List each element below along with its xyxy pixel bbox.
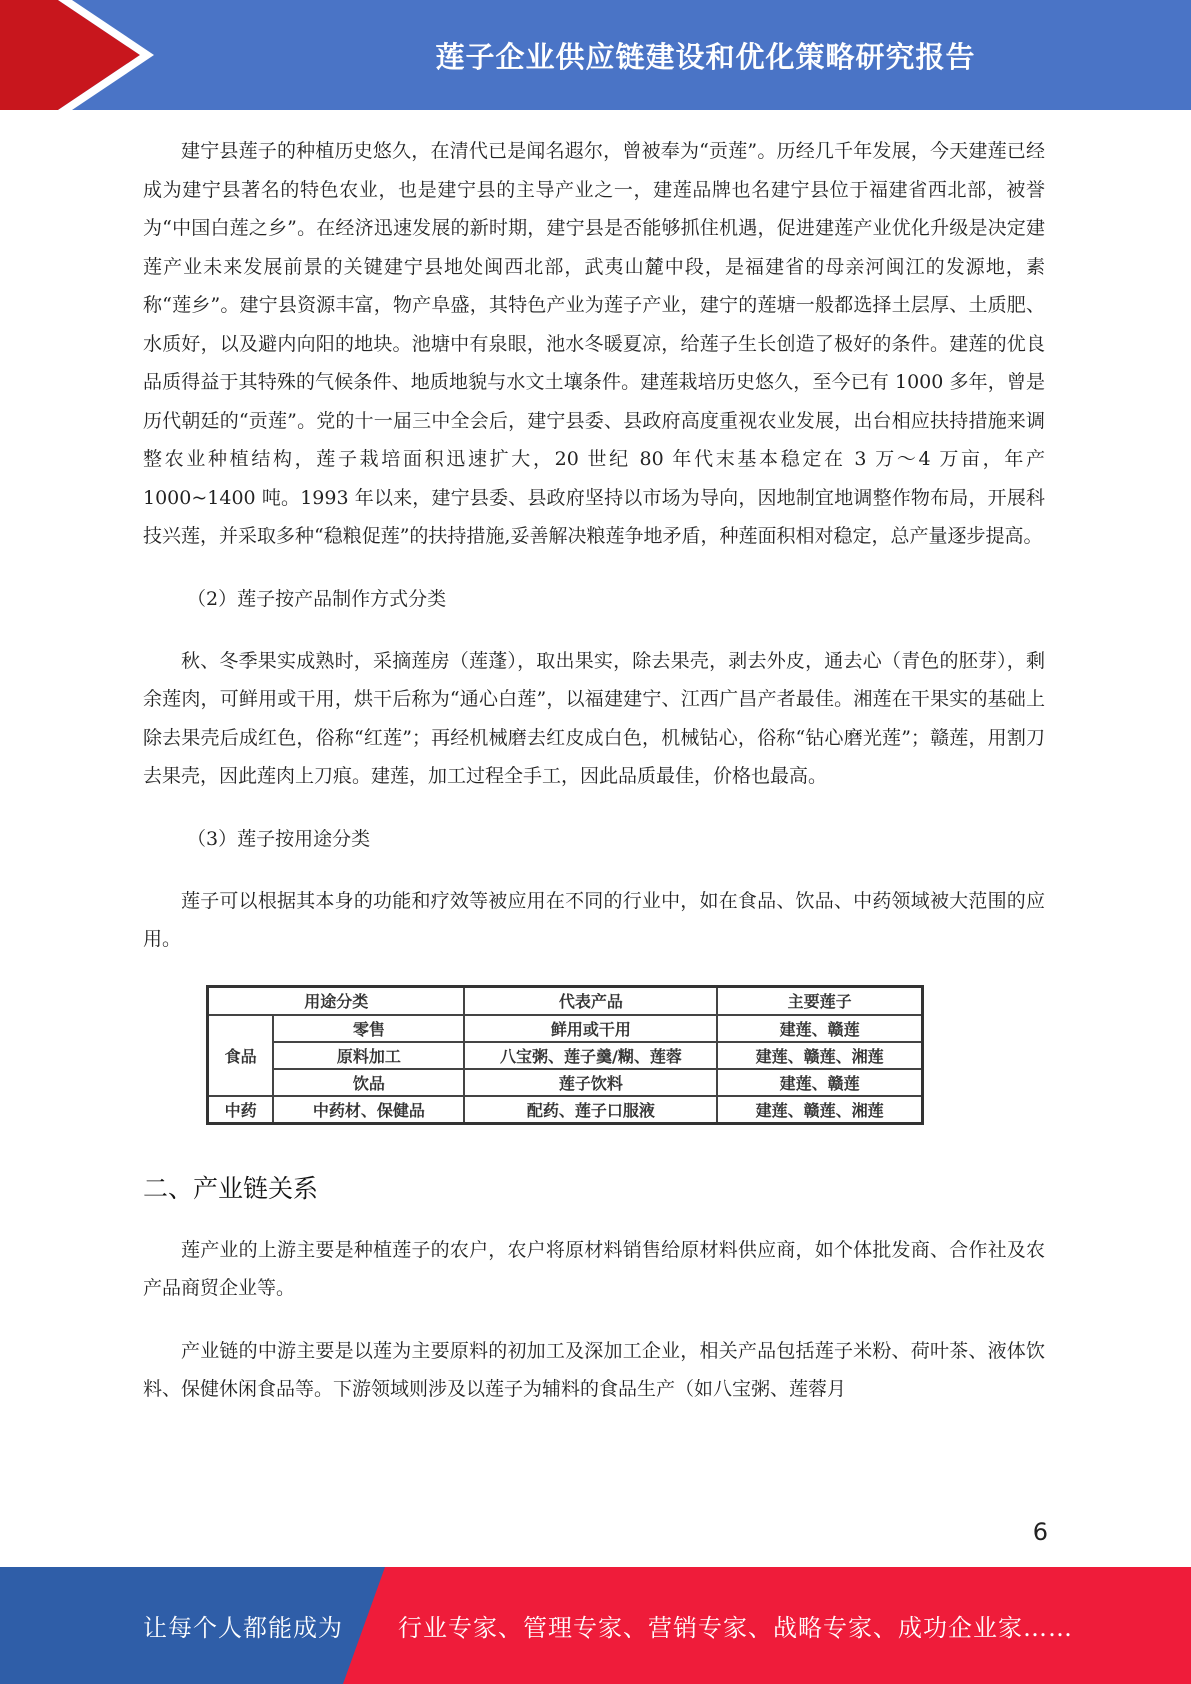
table-header-cell: 代表产品 xyxy=(464,986,717,1015)
subheading-usage: （3）莲子按用途分类 xyxy=(187,827,371,850)
table-group-cell: 食品 xyxy=(208,1015,274,1096)
page-header xyxy=(0,0,1191,110)
table-cell: 建莲、赣莲 xyxy=(717,1015,922,1042)
paragraph-jianning-history: 建宁县莲子的种植历史悠久，在清代已是闻名遐尔，曾被奉为“贡莲”。历经几千年发展，今天建莲已经成为建宁县著名的特色农业，也是建宁县的主导产业之一，建莲品牌也名建宁县位于福建省西北部，被誉为“中国白莲之乡”。在经济迅速发展的新时期，建宁县是否能够抓住机遇，促进建莲产业优化升级是决定建莲产业未来发展前景的关键建宁县地处闽西北部，武夷山麓中段，是福建省的母亲河闽江的发源地，素称“莲乡”。建宁县资源丰富，物产阜盛，其特色产业为莲子产业，建宁的莲塘一般都选择土层厚、土质肥、水质好，以及避内向阳的地块。池塘中有泉眼，池水冬暖夏凉，给莲子生长创造了极好的条件。建莲的优良品质得益于其特殊的气候条件、地质地貌与水文土壤条件。建莲栽培历史悠久，至今已有 1000 多年，曾是历代朝廷的“贡莲”。党的十一届三中全会后，建宁县委、县政府高度重视农业发展，出台相应扶持措施来调整农业种植结构，莲子栽培面积迅速扩大，20 世纪 80 年代末基本稳定在 3 万～4 万亩，年产 1000~1400 吨。1993 年以来，建宁县委、县政府坚持以市场为导向，因地制宜地调整作物布局，开展科技兴莲，并采取多种“稳粮促莲”的扶持措施,妥善解决粮莲争地矛盾，种莲面积相对稳定，总产量逐步提高。 xyxy=(143,140,1045,547)
footer-slogan-left: 让每个人都能成为 xyxy=(143,1614,343,1642)
table-row xyxy=(208,1096,923,1124)
usage-classification-table xyxy=(206,985,924,1125)
table-cell: 原料加工 xyxy=(273,1042,464,1069)
report-title: 莲子企业供应链建设和优化策略研究报告 xyxy=(435,39,976,74)
table-row xyxy=(208,1042,923,1069)
page-body xyxy=(143,132,1045,1409)
page-footer xyxy=(0,1567,1191,1684)
paragraph-upstream: 莲产业的上游主要是种植莲子的农户，农户将原材料销售给原材料供应商，如个体批发商、合作社及农产品商贸企业等。 xyxy=(143,1238,1045,1299)
paragraph-midstream: 产业链的中游主要是以莲为主要原料的初加工及深加工企业，相关产品包括莲子米粉、荷叶茶、液体饮料、保健休闲食品等。下游领域则涉及以莲子为辅料的食品生产（如八宝粥、莲蓉月 xyxy=(143,1339,1045,1400)
table-cell: 建莲、赣莲、湘莲 xyxy=(717,1096,922,1124)
paragraph-production-method: 秋、冬季果实成熟时，采摘莲房（莲蓬），取出果实，除去果壳，剥去外皮，通去心（青色的胚芽），剩余莲肉，可鲜用或干用，烘干后称为“通心白莲”，以福建建宁、江西广昌产者最佳。湘莲在干果实的基础上除去果壳后成红色，俗称“红莲”；再经机械磨去红皮成白色，机械钻心，俗称“钻心磨光莲”；赣莲，用割刀去果壳，因此莲肉上刀痕。建莲，加工过程全手工，因此品质最佳，价格也最高。 xyxy=(143,649,1045,787)
table-group-cell: 中药 xyxy=(208,1096,274,1124)
table-cell: 配药、莲子口服液 xyxy=(464,1096,717,1124)
table-cell: 莲子饮料 xyxy=(464,1069,717,1096)
table-cell: 建莲、赣莲 xyxy=(717,1069,922,1096)
table-cell: 中药材、保健品 xyxy=(273,1096,464,1124)
table-cell: 零售 xyxy=(273,1015,464,1042)
page-number: 6 xyxy=(1032,1518,1048,1546)
table-header-row xyxy=(208,986,923,1015)
table-cell: 饮品 xyxy=(273,1069,464,1096)
table-cell: 建莲、赣莲、湘莲 xyxy=(717,1042,922,1069)
table-cell: 八宝粥、莲子羹/糊、莲蓉 xyxy=(464,1042,717,1069)
subheading-production-method: （2）莲子按产品制作方式分类 xyxy=(187,587,447,610)
footer-slogan-right: 行业专家、管理专家、营销专家、战略专家、成功企业家…… xyxy=(398,1614,1073,1642)
table-row xyxy=(208,1069,923,1096)
table-cell: 鲜用或干用 xyxy=(464,1015,717,1042)
table-header-cell: 主要莲子 xyxy=(717,986,922,1015)
table-row xyxy=(208,1015,923,1042)
table-header-cell: 用途分类 xyxy=(208,986,465,1015)
paragraph-usage: 莲子可以根据其本身的功能和疗效等被应用在不同的行业中，如在食品、饮品、中药领域被大范围的应用。 xyxy=(143,889,1045,950)
section-heading-industry-chain: 二、产业链关系 xyxy=(143,1173,319,1203)
